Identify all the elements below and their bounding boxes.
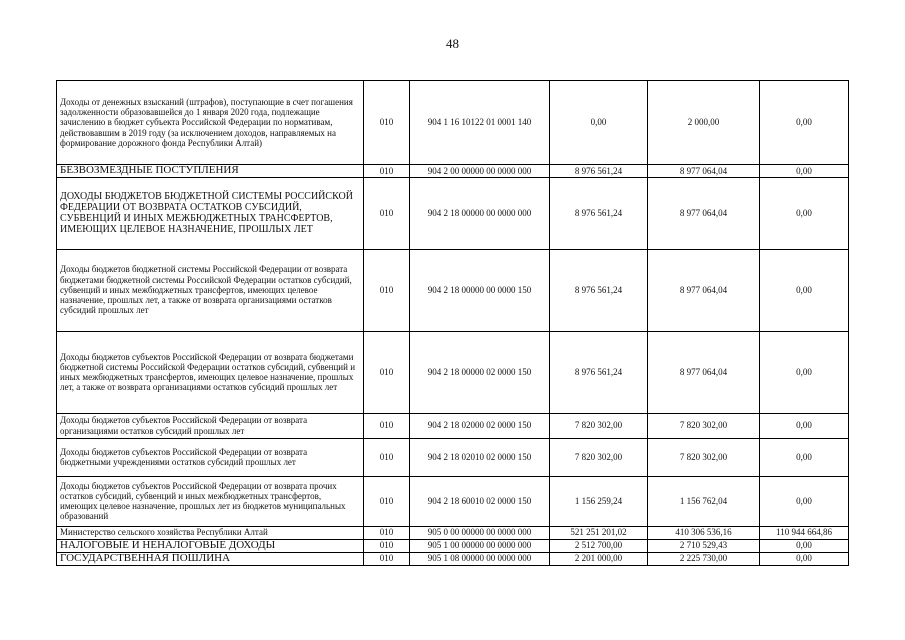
row-budget-code: 904 2 18 02000 02 0000 150: [410, 413, 550, 438]
table-row: [57, 165, 849, 178]
row-value-1: 8 976 561,24: [550, 165, 648, 178]
row-code: 010: [364, 331, 410, 413]
row-name: ГОСУДАРСТВЕННАЯ ПОШЛИНА: [57, 552, 364, 565]
row-code: 010: [364, 177, 410, 249]
row-value-1: 2 201 000,00: [550, 552, 648, 565]
table-row: [57, 476, 849, 526]
row-value-2: 7 820 302,00: [648, 413, 760, 438]
row-budget-code: 904 2 18 00000 00 0000 150: [410, 249, 550, 331]
row-code: 010: [364, 526, 410, 539]
row-code: 010: [364, 539, 410, 552]
row-value-3: 0,00: [760, 539, 849, 552]
row-value-2: 8 977 064,04: [648, 177, 760, 249]
row-value-1: 7 820 302,00: [550, 413, 648, 438]
row-value-2: 8 977 064,04: [648, 165, 760, 178]
row-budget-code: 904 2 18 60010 02 0000 150: [410, 476, 550, 526]
row-value-3: 0,00: [760, 331, 849, 413]
row-value-2: 8 977 064,04: [648, 331, 760, 413]
row-value-3: 0,00: [760, 249, 849, 331]
table-row: [57, 438, 849, 476]
table-row: [57, 413, 849, 438]
row-value-3: 0,00: [760, 552, 849, 565]
row-budget-code: 904 2 18 00000 02 0000 150: [410, 331, 550, 413]
table-row: [57, 249, 849, 331]
row-value-1: 1 156 259,24: [550, 476, 648, 526]
row-value-1: 7 820 302,00: [550, 438, 648, 476]
row-code: 010: [364, 438, 410, 476]
row-value-2: 8 977 064,04: [648, 249, 760, 331]
row-value-2: 2 000,00: [648, 81, 760, 165]
row-value-1: 8 976 561,24: [550, 177, 648, 249]
row-budget-code: 904 1 16 10122 01 0001 140: [410, 81, 550, 165]
table-row: [57, 81, 849, 165]
row-value-3: 110 944 664,86: [760, 526, 849, 539]
row-value-1: 8 976 561,24: [550, 249, 648, 331]
row-name: Доходы бюджетов субъектов Российской Федерации от возврата организациями остатков субсидий прошлых лет: [57, 413, 364, 438]
row-name: Доходы от денежных взысканий (штрафов), поступающие в счет погашения задолженности образовавшейся до 1 января 2020 года, подлежащие зачислению в бюджет субъекта Российской Федерации по нормативам, действовавшим в 2019 году (за исключением доходов, направляемых на формирование дорожного фонда Республики Алтай): [57, 81, 364, 165]
row-code: 010: [364, 81, 410, 165]
row-name: НАЛОГОВЫЕ И НЕНАЛОГОВЫЕ ДОХОДЫ: [57, 539, 364, 552]
row-value-1: 8 976 561,24: [550, 331, 648, 413]
row-name: Доходы бюджетов бюджетной системы Российской Федерации от возврата бюджетами бюджетной системы Российской Федерации остатков субсидий, субвенций и иных межбюджетных трансфертов, имеющих целевое назначение, прошлых лет, а также от возврата организациями остатков субсидий прошлых лет: [57, 249, 364, 331]
row-budget-code: 904 2 18 00000 00 0000 000: [410, 177, 550, 249]
row-code: 010: [364, 476, 410, 526]
row-name: Доходы бюджетов субъектов Российской Федерации от возврата бюджетами бюджетной системы Российской Федерации остатков субсидий, субвенций и иных межбюджетных трансфертов, имеющих целевое назначение, прошлых лет, а также от возврата организациями остатков субсидий прошлых лет: [57, 331, 364, 413]
row-name: ДОХОДЫ БЮДЖЕТОВ БЮДЖЕТНОЙ СИСТЕМЫ РОССИЙСКОЙ ФЕДЕРАЦИИ ОТ ВОЗВРАТА ОСТАТКОВ СУБСИДИЙ, СУБВЕНЦИЙ И ИНЫХ МЕЖБЮДЖЕТНЫХ ТРАНСФЕРТОВ, ИМЕЮЩИХ ЦЕЛЕВОЕ НАЗНАЧЕНИЕ, ПРОШЛЫХ ЛЕТ: [57, 177, 364, 249]
row-value-3: 0,00: [760, 177, 849, 249]
row-value-3: 0,00: [760, 413, 849, 438]
row-budget-code: 904 2 18 02010 02 0000 150: [410, 438, 550, 476]
row-value-1: 2 512 700,00: [550, 539, 648, 552]
row-value-1: 0,00: [550, 81, 648, 165]
row-value-2: 7 820 302,00: [648, 438, 760, 476]
row-code: 010: [364, 413, 410, 438]
row-budget-code: 904 2 00 00000 00 0000 000: [410, 165, 550, 178]
row-name: Министерство сельского хозяйства Республики Алтай: [57, 526, 364, 539]
row-value-2: 410 306 536,16: [648, 526, 760, 539]
row-value-3: 0,00: [760, 476, 849, 526]
row-value-3: 0,00: [760, 438, 849, 476]
row-value-3: 0,00: [760, 81, 849, 165]
row-code: 010: [364, 249, 410, 331]
row-name: БЕЗВОЗМЕЗДНЫЕ ПОСТУПЛЕНИЯ: [57, 165, 364, 178]
row-value-2: 1 156 762,04: [648, 476, 760, 526]
page-number: 48: [446, 36, 459, 51]
table-row: [57, 331, 849, 413]
row-value-2: 2 710 529,43: [648, 539, 760, 552]
row-budget-code: 905 1 00 00000 00 0000 000: [410, 539, 550, 552]
row-name: Доходы бюджетов субъектов Российской Федерации от возврата бюджетными учреждениями остатков субсидий прошлых лет: [57, 438, 364, 476]
table-row: [57, 526, 849, 539]
row-value-3: 0,00: [760, 165, 849, 178]
row-budget-code: 905 0 00 00000 00 0000 000: [410, 526, 550, 539]
row-budget-code: 905 1 08 00000 00 0000 000: [410, 552, 550, 565]
table-row: [57, 177, 849, 249]
table-row: [57, 539, 849, 552]
table-row: [57, 552, 849, 565]
row-value-2: 2 225 730,00: [648, 552, 760, 565]
row-name: Доходы бюджетов субъектов Российской Федерации от возврата прочих остатков субсидий, субвенций и иных межбюджетных трансфертов, имеющих целевое назначение, прошлых лет из бюджетов муниципальных образований: [57, 476, 364, 526]
row-code: 010: [364, 552, 410, 565]
budget-income-table: [56, 80, 849, 566]
row-value-1: 521 251 201,02: [550, 526, 648, 539]
row-code: 010: [364, 165, 410, 178]
